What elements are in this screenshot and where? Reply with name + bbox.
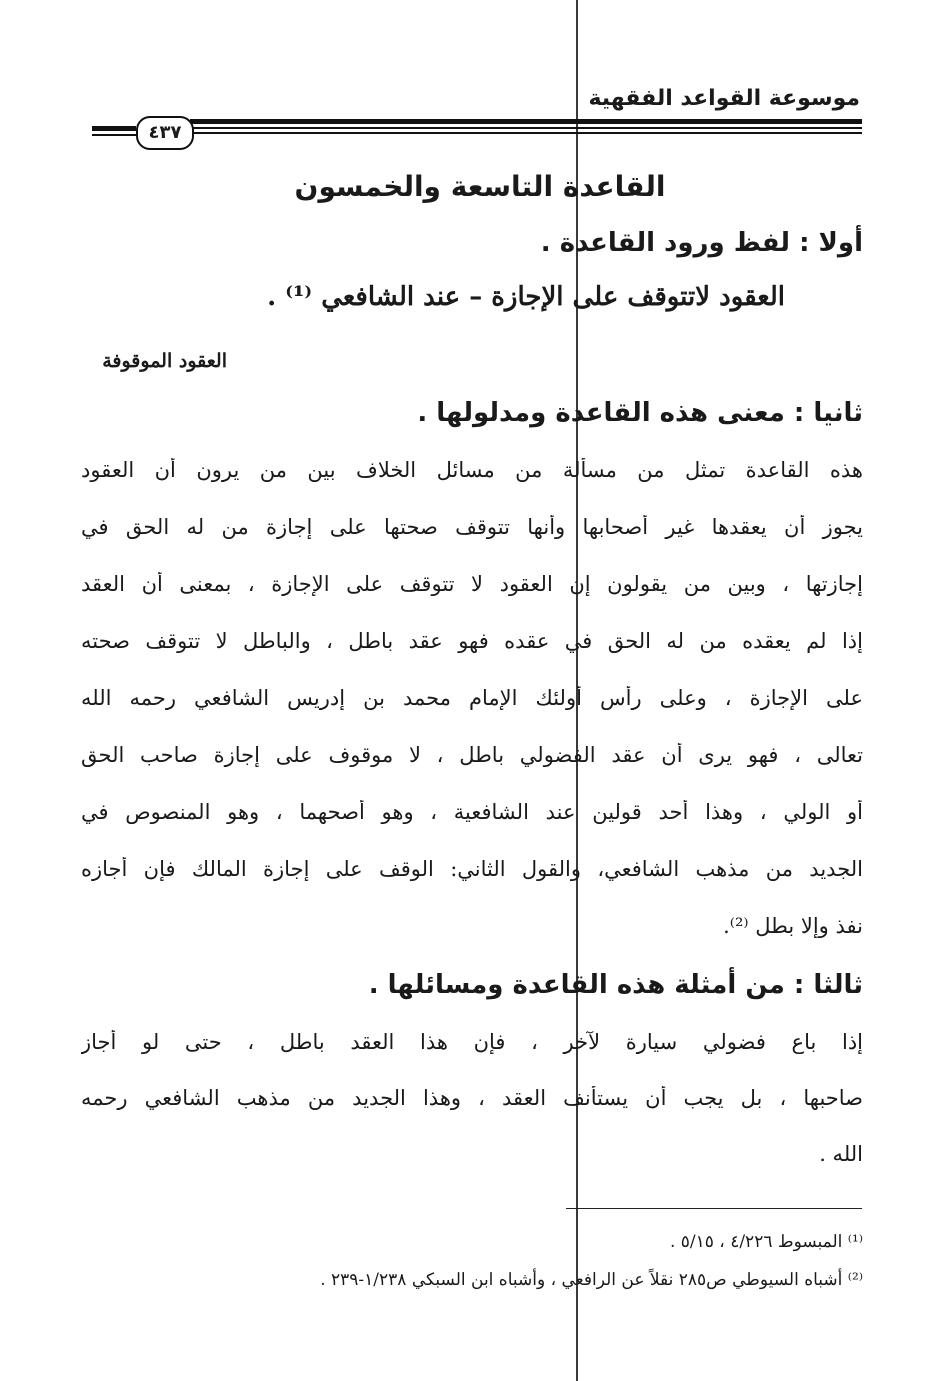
paragraph-line: صاحبها ، بل يجب أن يستأنف العقد ، وهذا الجديد من مذهب الشافعي رحمه <box>81 1086 863 1110</box>
footnote-1: ⁽¹⁾ المبسوط ٤/٢٢٦ ، ٥/١٥ . <box>669 1232 863 1252</box>
paragraph-line: أو الولي ، وهذا أحد قولين عند الشافعية ، وهو أصحهما ، وهو المنصوص في <box>81 800 863 824</box>
header-rule-thin <box>92 134 136 136</box>
header-rule-thick <box>92 126 136 131</box>
section-heading-third: ثالثا : من أمثلة هذه القاعدة ومسائلها . <box>368 970 863 1000</box>
running-header-title: موسوعة القواعد الفقهية <box>588 86 860 111</box>
section-heading-second: ثانيا : معنى هذه القاعدة ومدلولها . <box>417 398 863 428</box>
paragraph-line: تعالى ، فهو يرى أن عقد الفضولي باطل ، لا موقوف على إجازة صاحب الحق <box>81 743 863 767</box>
rule-title: القاعدة التاسعة والخمسون <box>294 170 666 203</box>
section-heading-first: أولا : لفظ ورود القاعدة . <box>540 228 863 258</box>
paragraph-line: إذا لم يعقده من له الحق في عقده فهو عقد باطل ، والباطل لا تتوقف صحته <box>81 629 863 653</box>
rule-statement: العقود لاتتوقف على الإجازة – عند الشافعي ⁽¹⁾ . <box>267 282 785 312</box>
page-number-badge: ٤٣٧ <box>136 116 194 150</box>
subtopic-label: العقود الموقوفة <box>102 350 227 372</box>
footnote-separator <box>566 1208 862 1209</box>
footnote-2: ⁽²⁾ أشباه السيوطي ص٢٨٥ نقلاً عن الرافعي ، وأشباه ابن السبكي ١/٢٣٨-٢٣٩ . <box>320 1270 863 1290</box>
header-rule-thin <box>190 132 862 134</box>
paragraph-line: هذه القاعدة تمثل من مسألة من مسائل الخلاف بين من يرون أن العقود <box>81 458 863 482</box>
paragraph-line: الجديد من مذهب الشافعي، والقول الثاني: الوقف على إجازة المالك فإن أجازه <box>81 857 863 881</box>
paragraph-line: الله . <box>819 1142 863 1166</box>
paragraph-line: إجازتها ، وبين من يقولون إن العقود لا تتوقف على الإجازة ، بمعنى أن العقد <box>81 572 863 596</box>
paragraph-line: على الإجازة ، وعلى رأس أولئك الإمام محمد بن إدريس الشافعي رحمه الله <box>81 686 863 710</box>
paragraph-line: إذا باع فضولي سيارة لآخر ، فإن هذا العقد باطل ، حتى لو أجاز <box>81 1030 863 1054</box>
paragraph-line: يجوز أن يعقدها غير أصحابها وأنها تتوقف صحتها على إجازة من له الحق في <box>81 515 863 539</box>
paragraph-line: نفذ وإلا بطل ⁽²⁾. <box>723 914 863 938</box>
header-rule-thick <box>190 119 862 124</box>
header-rule-thin <box>190 127 862 129</box>
